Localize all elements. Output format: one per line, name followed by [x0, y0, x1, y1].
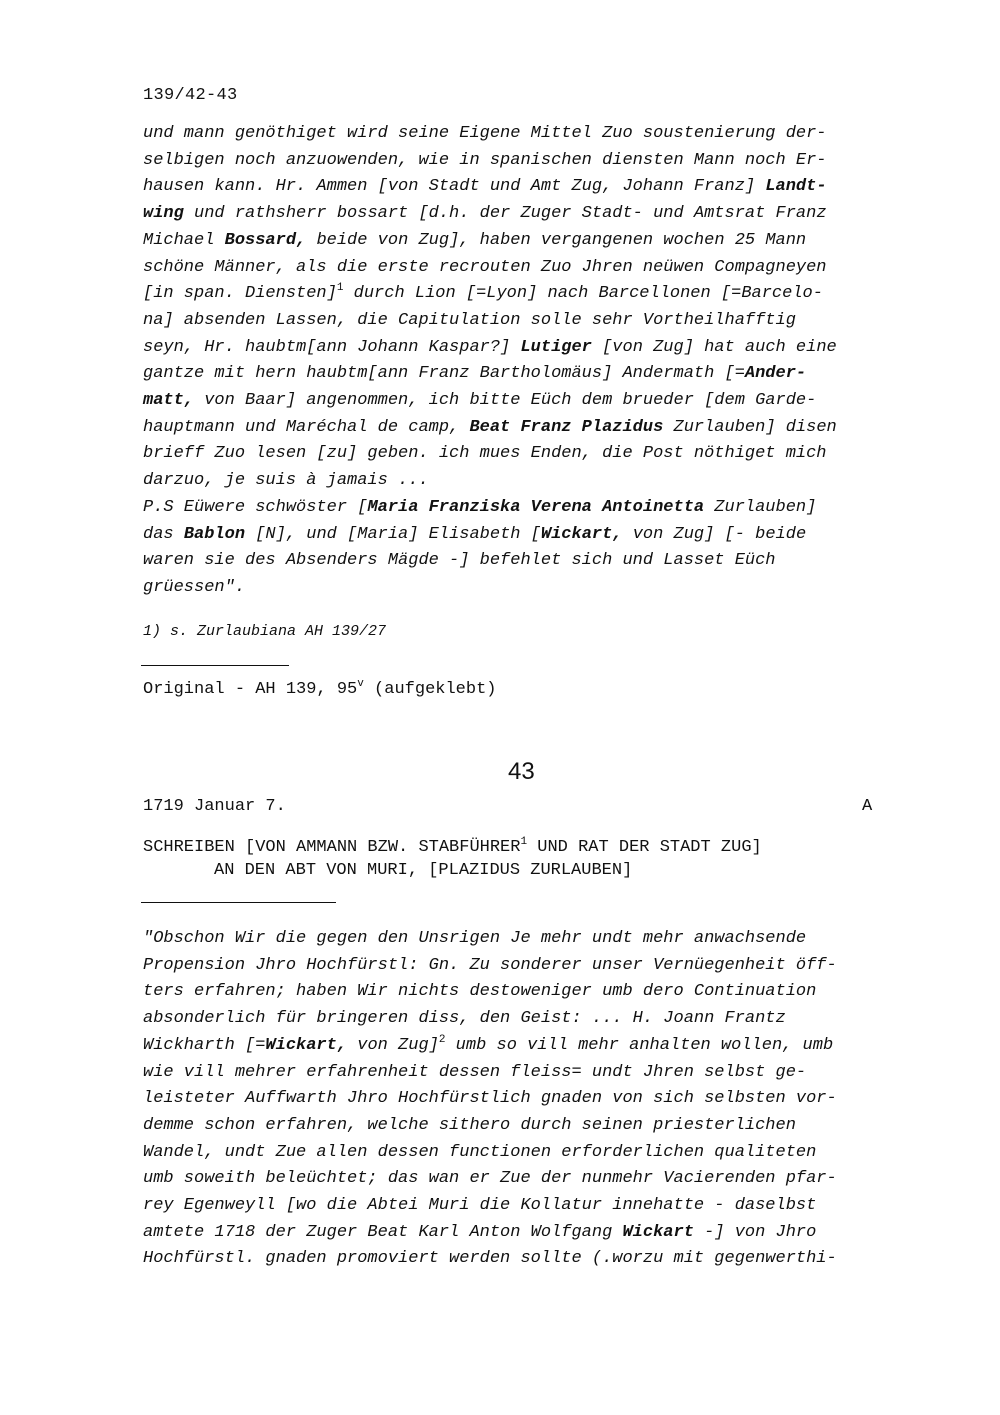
text-segment: [von Zug] hat auch eine	[591, 337, 837, 357]
text-line	[143, 522, 903, 549]
bold-name: Bablon	[183, 524, 246, 544]
text-segment: Propension Jhro Hochfürstl: Gn. Zu sonderer unser Vernüegenheit öff-	[143, 955, 837, 975]
text-segment: demme schon erfahren, welche sithero durch seinen priesterlichen	[143, 1115, 796, 1135]
text-segment: selbigen noch anzuowenden, wie in spanischen diensten Mann noch Er-	[143, 150, 827, 170]
text-segment: umb so vill mehr anhalten wollen, umb	[445, 1035, 834, 1055]
text-line	[143, 148, 903, 175]
bold-name: Landt-	[765, 177, 827, 197]
text-segment: waren sie des Absenders Mägde -] befehlet sich und Lasset Eüch	[143, 551, 776, 571]
text-segment: Zurlauben] disen	[663, 417, 837, 437]
text-line	[143, 1193, 903, 1220]
text-line	[143, 121, 903, 148]
text-segment: gantze mit hern haubtm[ann Franz Bartholomäus] Andermath [=	[143, 364, 745, 384]
heading-separator	[141, 902, 336, 903]
document-heading	[143, 836, 762, 882]
text-segment: -] von Jhro	[693, 1222, 817, 1242]
bold-name: wing	[143, 204, 184, 224]
text-segment: und rathsherr bossart [d.h. der Zuger Stadt- und Amtsrat Franz	[183, 204, 827, 224]
text-line	[143, 926, 903, 953]
text-segment: von Baar] angenommen, ich bitte Eüch dem brueder [dem Garde-	[194, 391, 817, 411]
text-segment: ters erfahren; haben Wir nichts destoweniger umb dero Continuation	[143, 982, 817, 1002]
footnote-marker: 1	[520, 836, 528, 848]
text-line	[143, 361, 903, 388]
text-segment: von Zug] [- beide	[622, 524, 807, 544]
text-line	[143, 1166, 903, 1193]
text-segment: das	[143, 524, 184, 544]
bold-name: matt,	[143, 391, 195, 411]
footnote-separator	[141, 665, 289, 666]
text-line	[143, 1060, 903, 1087]
letter-transcription-1	[143, 121, 903, 602]
text-segment: amtete 1718 der Zuger Beat Karl Anton Wolfgang	[143, 1222, 623, 1242]
text-segment: wie vill mehrer erfahrenheit dessen fleiss= undt Jhren selbst ge-	[143, 1062, 807, 1082]
text-segment: [in span. Diensten]	[143, 284, 337, 304]
text-line	[143, 1113, 903, 1140]
text-segment: von Zug]	[347, 1035, 439, 1055]
bold-name: Beat Franz Plazidus	[469, 417, 664, 437]
text-segment: rey Egenweyll [wo die Abtei Muri die Kollatur innehatte - daselbst	[143, 1196, 817, 1216]
text-segment: Hochfürstl. gnaden promoviert werden sollte (.worzu mit gegenwerthi-	[143, 1249, 837, 1269]
bold-name: Wickart,	[540, 524, 623, 544]
text-segment: Wandel, undt Zue allen dessen functionen erforderlichen qualiteten	[143, 1142, 817, 1162]
text-line	[143, 201, 903, 228]
text-segment: Michael	[143, 230, 225, 250]
page-reference: 139/42-43	[143, 86, 238, 105]
text-line	[143, 468, 903, 495]
document-date: 1719 Januar 7.	[143, 797, 286, 816]
document-heading-line-2: AN DEN ABT VON MURI, [PLAZIDUS ZURLAUBEN]	[214, 861, 633, 880]
text-line	[143, 1220, 903, 1247]
text-segment: na] absenden Lassen, die Capitulation solle sehr Vortheilhafftig	[143, 310, 796, 330]
footnote: 1) s. Zurlaubiana AH 139/27	[143, 623, 387, 640]
original-source-text: Original - AH 139, 95	[143, 680, 358, 699]
text-segment: seyn, Hr. haubtm[ann Johann Kaspar?]	[143, 337, 521, 357]
text-segment: und mann genöthiget wird seine Eigene Mittel Zuo soustenierung der-	[143, 124, 827, 143]
text-line	[143, 1140, 903, 1167]
text-segment: absonderlich für bringeren diss, den Geist: ... H. Joann Frantz	[143, 1009, 786, 1029]
text-segment: grüessen".	[143, 577, 246, 597]
text-line	[143, 281, 903, 308]
text-segment: "Obschon Wir die gegen den Unsrigen Je mehr undt mehr anwachsende	[143, 929, 807, 948]
original-source-note	[143, 680, 496, 699]
text-line	[143, 495, 903, 522]
document-letter-code: A	[862, 797, 873, 816]
text-segment: hauptmann und Maréchal de camp,	[143, 417, 470, 437]
text-line	[143, 308, 903, 335]
text-segment: schöne Männer, als die erste recrouten Zuo Jhren neüwen Compagneyen	[143, 257, 827, 277]
text-segment: beide von Zug], haben vergangenen wochen 25 Mann	[306, 230, 807, 250]
bold-name: Ander-	[744, 364, 807, 384]
original-source-suffix: (aufgeklebt)	[363, 680, 497, 699]
text-line	[143, 953, 903, 980]
document-heading-line-1: SCHREIBEN [VON AMMANN BZW. STABFÜHRER$^1$ UND RAT DER STADT ZUG]	[143, 836, 762, 857]
text-line	[143, 415, 903, 442]
text-line	[143, 255, 903, 282]
footnote-marker: 1	[336, 282, 344, 295]
text-line	[143, 441, 903, 468]
footnote-marker: 2	[438, 1033, 446, 1046]
bold-name: Lutiger	[520, 337, 592, 357]
text-line	[143, 388, 903, 415]
text-line	[143, 335, 903, 362]
text-line	[143, 1086, 903, 1113]
text-line	[143, 1033, 903, 1060]
text-segment: P.S Eüwere schwöster [	[143, 497, 368, 517]
text-segment: hausen kann. Hr. Ammen [von Stadt und Amt Zug, Johann Franz]	[143, 177, 766, 197]
text-line	[143, 575, 903, 602]
text-segment: darzuo, je suis à jamais ...	[143, 471, 429, 491]
text-segment: [N], und [Maria] Elisabeth [	[245, 524, 541, 544]
text-segment: Zurlauben]	[704, 497, 817, 517]
text-segment: leisteter Auffwarth Jhro Hochfürstlich gnaden von sich selbsten vor-	[143, 1089, 837, 1109]
text-line	[143, 174, 903, 201]
text-line	[143, 1006, 903, 1033]
text-segment: brieff Zuo lesen [zu] geben. ich mues Enden, die Post nöthiget mich	[143, 444, 827, 464]
text-line	[143, 1246, 903, 1273]
bold-name: Wickart,	[265, 1035, 348, 1055]
text-segment: durch Lion [=Lyon] nach Barcellonen [=Barcelo-	[343, 284, 823, 304]
text-segment: Wickharth [=	[143, 1035, 266, 1055]
text-line	[143, 228, 903, 255]
letter-transcription-2	[143, 926, 903, 1273]
original-source-verso: v	[357, 678, 364, 690]
bold-name: Wickart	[622, 1222, 694, 1242]
bold-name: Bossard,	[224, 230, 307, 250]
text-segment: umb soweith beleüchtet; das wan er Zue der nunmehr Vacierenden pfar-	[143, 1169, 837, 1189]
text-line	[143, 548, 903, 575]
text-line	[143, 979, 903, 1006]
document-number: 43	[508, 758, 535, 785]
bold-name: Maria Franziska Verena Antoinetta	[367, 497, 705, 517]
